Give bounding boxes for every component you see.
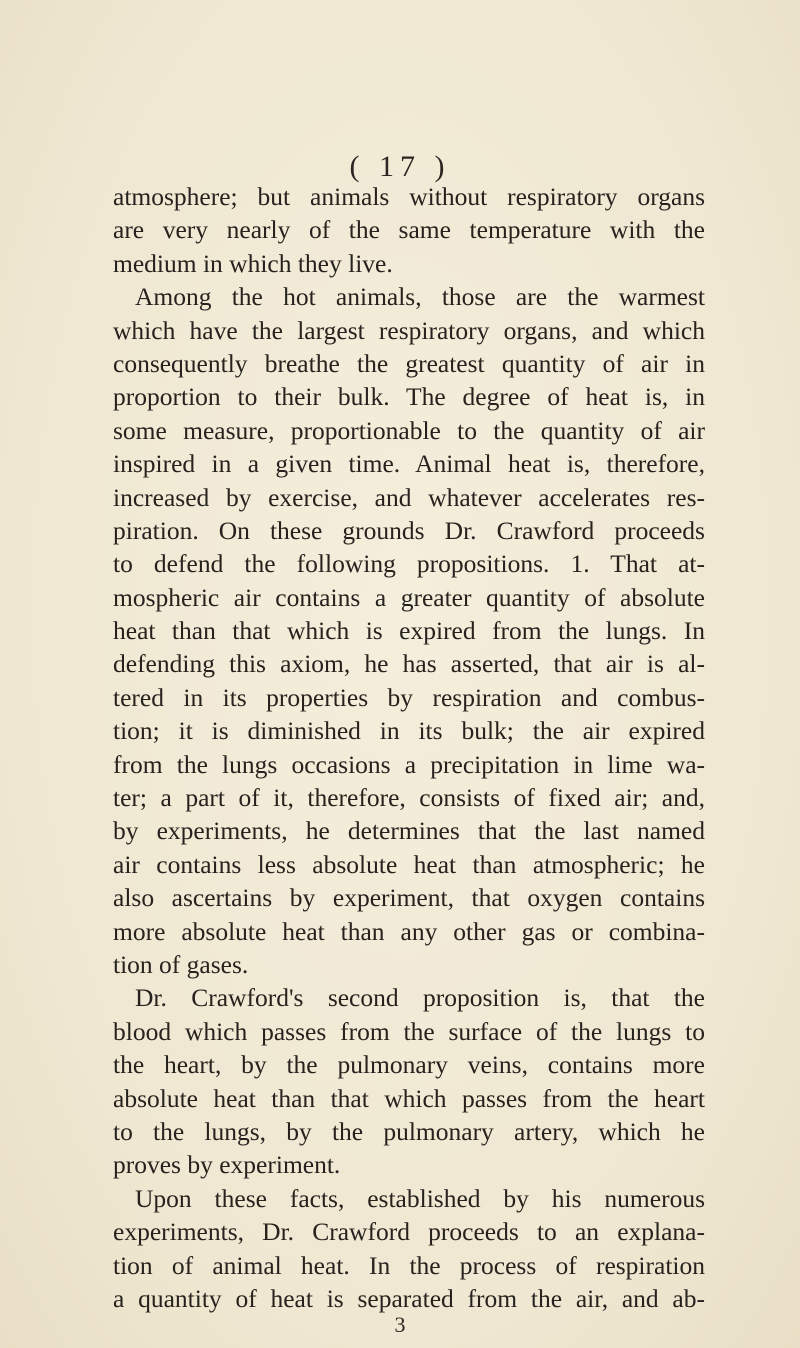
text-line: proves by experiment.: [113, 1150, 341, 1180]
text-line: tered in its properties by respiration and combus-: [113, 682, 705, 712]
text-line: tion of gases.: [113, 949, 249, 979]
body-text: [113, 180, 705, 1315]
text-line: medium in which they live.: [113, 248, 393, 278]
text-line: atmosphere; but animals without respiratory organs: [113, 182, 705, 211]
text-line: blood which passes from the surface of the lungs to: [113, 1016, 705, 1046]
text-line: are very nearly of the same temperature with the: [113, 215, 705, 245]
text-line: increased by exercise, and whatever accelerates res-: [113, 482, 705, 512]
text-line: mospheric air contains a greater quantity of absolute: [113, 582, 705, 612]
text-line: to the lungs, by the pulmonary artery, which he: [113, 1116, 705, 1146]
text-line: consequently breathe the greatest quantity of air in: [113, 348, 705, 378]
text-line: proportion to their bulk. The degree of heat is, in: [113, 382, 705, 412]
text-line: inspired in a given time. Animal heat is, therefore,: [113, 449, 705, 479]
signature-mark: 3: [394, 1312, 406, 1337]
text-line: from the lungs occasions a precipitation in lime wa-: [113, 749, 705, 779]
text-line: absolute heat than that which passes from the heart: [113, 1083, 705, 1113]
text-line: air contains less absolute heat than atmospheric; he: [113, 849, 705, 879]
text-line: by experiments, he determines that the last named: [113, 816, 705, 846]
text-line: Dr. Crawford's second proposition is, that the: [135, 983, 705, 1013]
text-line: also ascertains by experiment, that oxygen contains: [113, 883, 705, 913]
text-line: defending this axiom, he has asserted, that air is al-: [113, 649, 705, 679]
text-line: ter; a part of it, therefore, consists of fixed air; and,: [113, 783, 705, 813]
text-line: tion of animal heat. In the process of respiration: [113, 1250, 705, 1280]
text-line: Upon these facts, established by his numerous: [135, 1183, 705, 1213]
text-line: a quantity of heat is separated from the air, and ab-: [113, 1283, 705, 1313]
text-line: tion; it is diminished in its bulk; the air expired: [113, 716, 705, 746]
text-line: which have the largest respiratory organs, and which: [113, 315, 705, 345]
text-line: heat than that which is expired from the lungs. In: [113, 616, 705, 646]
text-line: to defend the following propositions. 1. That at-: [113, 549, 705, 579]
text-line: some measure, proportionable to the quantity of air: [113, 415, 705, 445]
text-line: more absolute heat than any other gas or combina-: [113, 916, 705, 946]
text-line: piration. On these grounds Dr. Crawford proceeds: [113, 515, 705, 545]
text-line: experiments, Dr. Crawford proceeds to an explana-: [113, 1217, 705, 1247]
text-line: the heart, by the pulmonary veins, contains more: [113, 1050, 705, 1080]
page-number-header: ( 17 ): [349, 150, 451, 183]
text-line: Among the hot animals, those are the warmest: [135, 282, 705, 312]
